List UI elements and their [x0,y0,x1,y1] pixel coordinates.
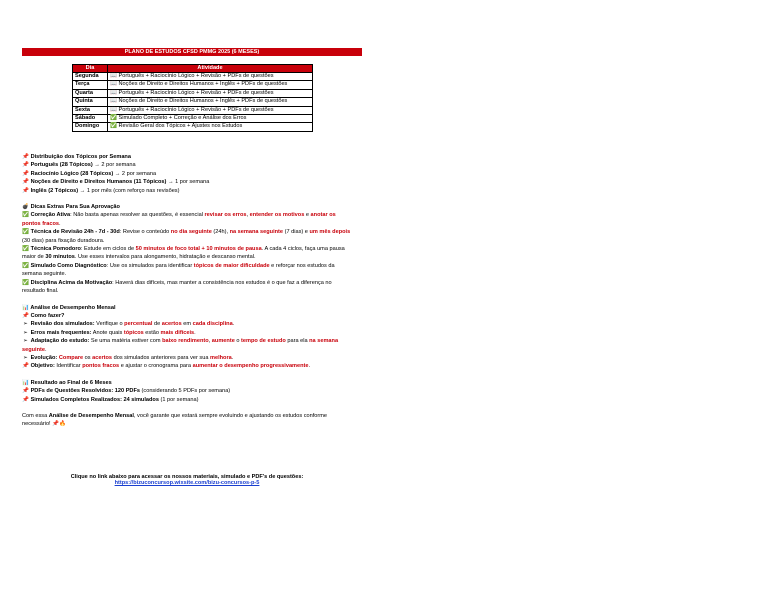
tips-section [22,203,352,295]
analysis-item: ➢ Erros mais frequentes: Anote quais tópicos estão mais difíceis. [23,329,196,336]
chart-icon: 📊 [22,304,29,311]
list-item: 📌 Inglês (2 Tópicos) → 1 por mês (com reforço nas revisões) [22,187,180,194]
analysis-item: ➢ Evolução: Compare os acertos dos simulados anteriores para ver sua melhora. [23,354,234,361]
day-cell: Sábado [73,115,108,123]
list-item: 📌 Noções de Direito e Direitos Humanos (11 Tópicos) → 1 por semana [22,179,210,186]
materials-link[interactable]: https://bizuconcursop.wixsite.com/bizu-concursos-p-5 [114,480,260,486]
analysis-item: ➢ Adaptação do estudo: Se uma matéria estiver com baixo rendimento, aumente o tempo de estudo para ela na semana seguinte. [22,338,339,353]
list-item: 📌 Simulados Completos Realizados: 24 simulados (1 por semana) [22,396,199,403]
header-day: Dia [73,65,108,73]
tip-revisao: ✅ Técnica de Revisão 24h - 7d - 30d: Revise o conteúdo no dia seguinte (24h), na semana seguinte (7 dias) e um mês depois (30 dias) para fixação duradoura. [22,229,351,244]
pin-icon: 📌 [22,179,29,186]
chart-icon: 📊 [22,379,29,386]
table-row [73,81,313,89]
pin-icon: 📌 [22,363,29,370]
table-row [73,115,313,123]
analysis-section [22,304,352,371]
table-row [73,106,313,114]
day-cell: Domingo [73,123,108,131]
pin-icon: 📌 [22,312,29,319]
analysis-item: ➢ Revisão dos simulados: Verifique o percentual de acertos em cada disciplina. [23,321,235,328]
pin-icon: 📌 [22,170,29,177]
bomb-icon: 💣 [22,204,29,211]
activity-cell: 📖 Noções de Direito e Direitos Humanos + Inglês + PDFs de questões [108,81,313,89]
header-activity: Atividade [108,65,313,73]
schedule-table [72,64,313,132]
day-cell: Sexta [73,106,108,114]
table-row [73,123,313,131]
distribution-heading: 📌 Distribuição dos Tópicos por Semana [22,154,131,160]
table-header-row [73,65,313,73]
list-item: 📌 Português (28 Tópicos) → 2 por semana [22,162,136,169]
day-cell: Terça [73,81,108,89]
check-icon: ✅ [22,229,29,236]
pin-icon: 📌 [22,154,29,160]
day-cell: Segunda [73,73,108,81]
arrow-icon: ➢ [23,338,28,345]
table-row [73,89,313,97]
arrow-icon: ➢ [23,329,28,336]
tips-heading: 💣 Dicas Extras Para Sua Aprovação [22,204,120,211]
activity-cell: ✅ Simulado Completo + Correção e Análise dos Erros [108,115,313,123]
analysis-heading: 📊 Análise de Desempenho Mensal [22,304,116,311]
plan-title: PLANO DE ESTUDOS CFSD PMMG 2025 (6 MESES) [22,48,362,56]
tip-correcao: ✅ Correção Ativa: Não basta apenas resolver as questões, é essencial revisar os erros, entender os motivos e anotar os pontos fracos. [22,212,336,227]
tip-pomodoro: ✅ Técnica Pomodoro: Estude em ciclos de 50 minutos de foco total + 10 minutos de pausa. A cada 4 ciclos, faça uma pausa maior de 30 minutos. Use esses intervalos para alongamento, hidratação e descanso mental. [22,246,345,261]
arrow-icon: ➢ [23,321,28,328]
analysis-how: 📌 Como fazer? [22,312,65,319]
pin-icon: 📌 [22,162,29,169]
activity-cell: 📖 Noções de Direito e Direitos Humanos + Inglês + PDFs de questões [108,98,313,106]
arrow-icon: ➢ [23,354,28,361]
content-body [22,153,352,437]
pin-icon: 📌 [22,187,29,194]
analysis-item: 📌 Objetivo: Identificar pontos fracos e ajustar o cronograma para aumentar o desempenho progressivamente. [22,363,311,370]
footer-cta: Clique no link abaixo para acessar os nossos materiais, simulado e PDF's de questões: [70,474,304,480]
closing-paragraph: Com essa Análise de Desempenho Mensal, você garante que estará sempre evoluindo e ajustando os estudos conforme necessário! 📌🔥 [22,412,328,428]
check-icon: ✅ [22,279,29,286]
tip-disciplina: ✅ Disciplina Acima da Motivação: Haverá dias difíceis, mas manter a consistência nos estudos é o que faz a diferença no resultado final. [22,279,332,295]
distribution-section [22,153,352,195]
activity-cell: 📖 Português + Raciocínio Lógico + Revisão + PDFs de questões [108,73,313,81]
day-cell: Quarta [73,89,108,97]
tip-simulado: ✅ Simulado Como Diagnóstico: Use os simulados para identificar tópicos de maior dificuldade e reforçar nos estudos da semana seguinte. [22,262,335,278]
activity-cell: ✅ Revisão Geral dos Tópicos + Ajustes nos Estudos [108,123,313,131]
activity-cell: 📖 Português + Raciocínio Lógico + Revisão + PDFs de questões [108,89,313,97]
table-row [73,98,313,106]
list-item: 📌 Raciocínio Lógico (28 Tópicos) → 2 por semana [22,170,157,177]
day-cell: Quinta [73,98,108,106]
check-icon: ✅ [22,246,29,253]
footer [22,474,352,486]
check-icon: ✅ [22,262,29,269]
check-icon: ✅ [22,212,29,219]
result-section [22,379,352,404]
list-item: 📌 PDFs de Questões Resolvidos: 120 PDFs (considerando 5 PDFs por semana) [22,388,231,395]
pin-icon: 📌 [22,396,29,403]
table-row [73,73,313,81]
pin-icon: 📌 [22,388,29,395]
result-heading: 📊 Resultado ao Final de 6 Meses [22,379,112,386]
activity-cell: 📖 Português + Raciocínio Lógico + Revisão + PDFs de questões [108,106,313,114]
